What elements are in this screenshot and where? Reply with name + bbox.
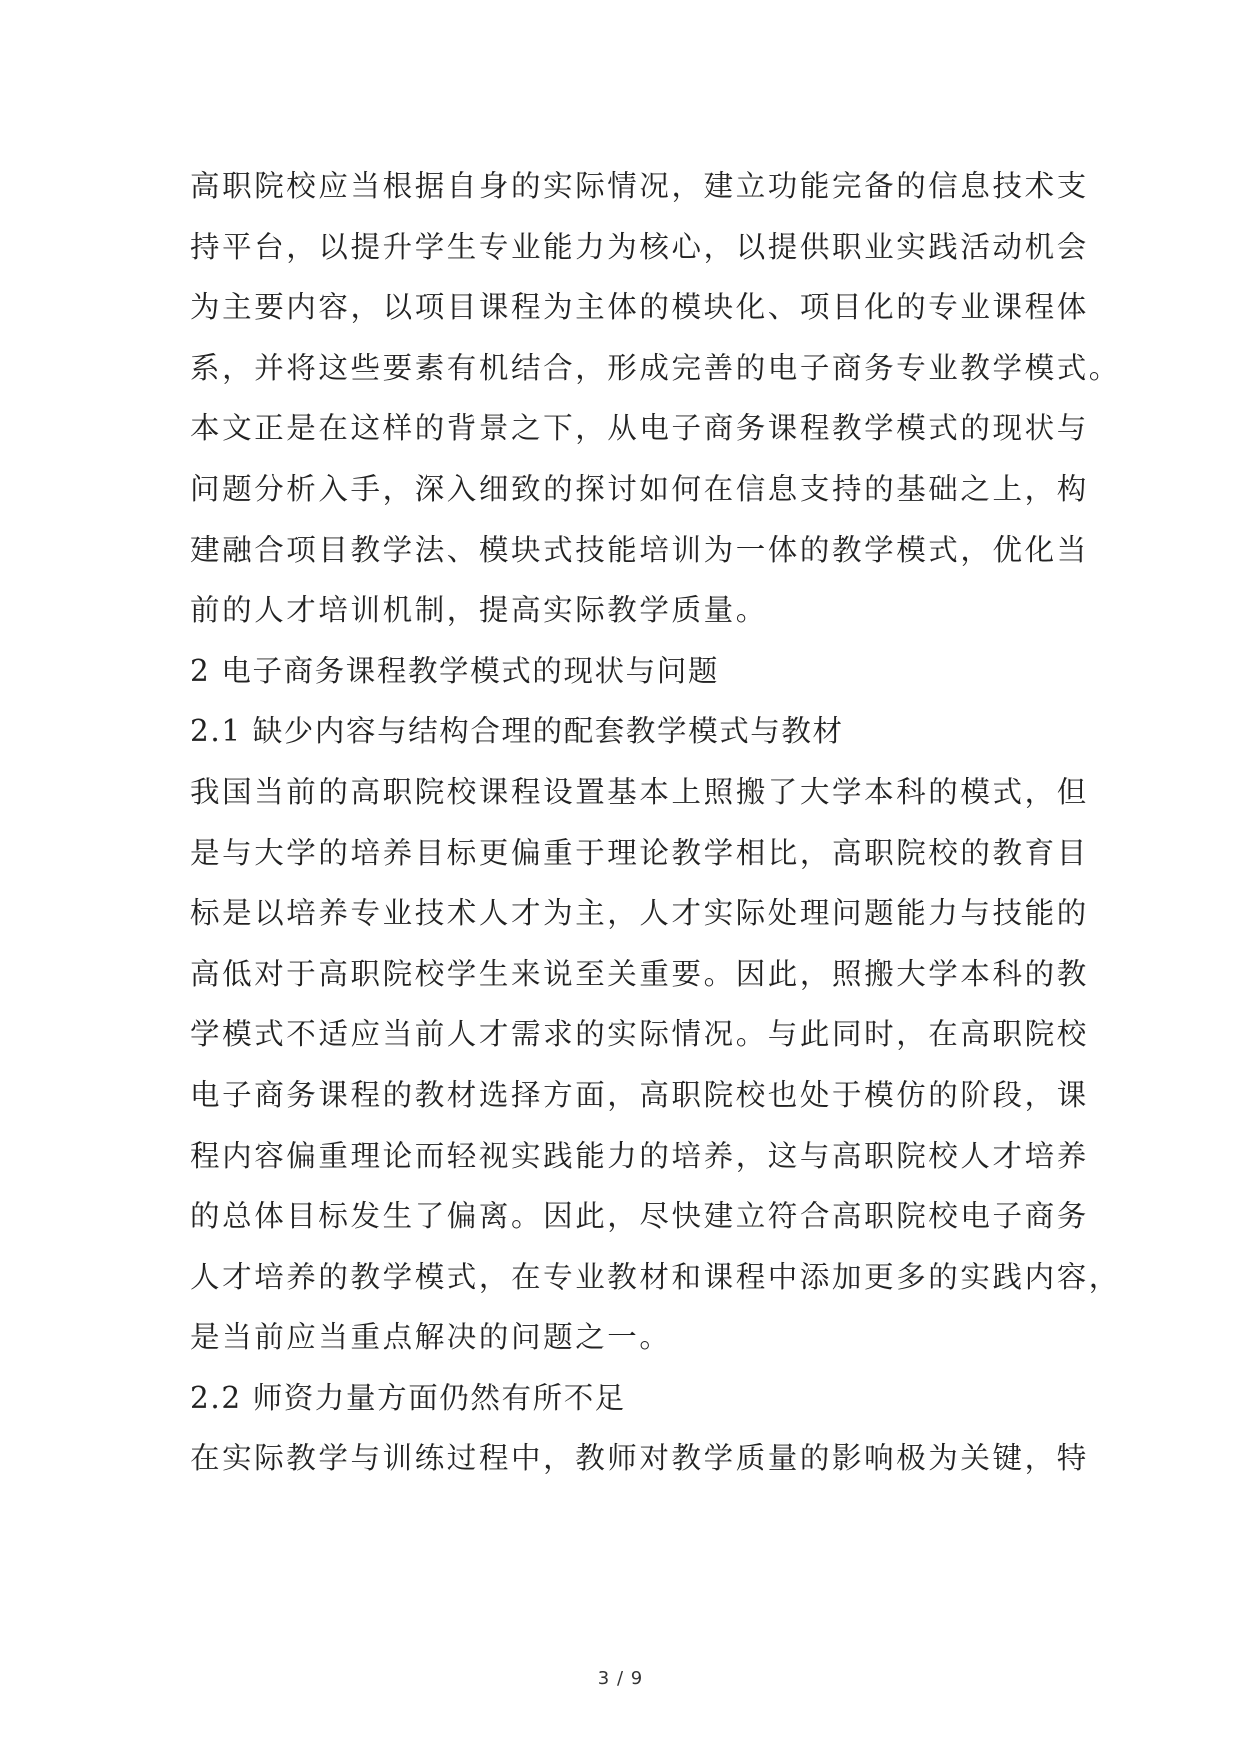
text-line: 高职院校应当根据自身的实际情况，建立功能完备的信息技术支 <box>190 169 1089 203</box>
text-line: 是与大学的培养目标更偏重于理论教学相比，高职院校的教育目 <box>190 835 1089 870</box>
text-line: 学模式不适应当前人才需求的实际情况。与此同时，在高职院校 <box>190 1017 1089 1052</box>
text-line: 高低对于高职院校学生来说至关重要。因此，照搬大学本科的教 <box>190 956 1089 991</box>
text-line: 本文正是在这样的背景之下，从电子商务课程教学模式的现状与 <box>190 411 1089 446</box>
text-line: 的总体目标发生了偏离。因此，尽快建立符合高职院校电子商务 <box>190 1199 1089 1234</box>
text-line: 标是以培养专业技术人才为主，人才实际处理问题能力与技能的 <box>190 896 1089 931</box>
text-line: 是当前应当重点解决的问题之一。 <box>190 1320 672 1355</box>
text-line: 建融合项目教学法、模块式技能培训为一体的教学模式，优化当 <box>190 532 1089 567</box>
text-line: 前的人才培训机制，提高实际教学质量。 <box>190 593 768 628</box>
text-line: 系，并将这些要素有机结合，形成完善的电子商务专业教学模式。 <box>190 350 1121 385</box>
document-body <box>190 156 1121 1489</box>
section-heading: 2.1 缺少内容与结构合理的配套教学模式与教材 <box>190 714 844 749</box>
section-heading: 2 电子商务课程教学模式的现状与问题 <box>190 653 719 688</box>
page-number: 3 / 9 <box>597 1668 644 1689</box>
text-line: 我国当前的高职院校课程设置基本上照搬了大学本科的模式，但 <box>190 774 1089 809</box>
text-line: 人才培养的教学模式，在专业教材和课程中添加更多的实践内容， <box>190 1259 1121 1294</box>
text-line: 持平台，以提升学生专业能力为核心，以提供职业实践活动机会 <box>190 229 1089 264</box>
section-heading: 2.2 师资力量方面仍然有所不足 <box>190 1380 626 1415</box>
text-line: 为主要内容，以项目课程为主体的模块化、项目化的专业课程体 <box>190 290 1089 325</box>
text-line: 在实际教学与训练过程中，教师对教学质量的影响极为关键，特 <box>190 1441 1089 1476</box>
text-line: 电子商务课程的教材选择方面，高职院校也处于模仿的阶段，课 <box>190 1077 1089 1112</box>
text-line: 程内容偏重理论而轻视实践能力的培养，这与高职院校人才培养 <box>190 1138 1089 1173</box>
text-line: 问题分析入手，深入细致的探讨如何在信息支持的基础之上，构 <box>190 471 1089 506</box>
